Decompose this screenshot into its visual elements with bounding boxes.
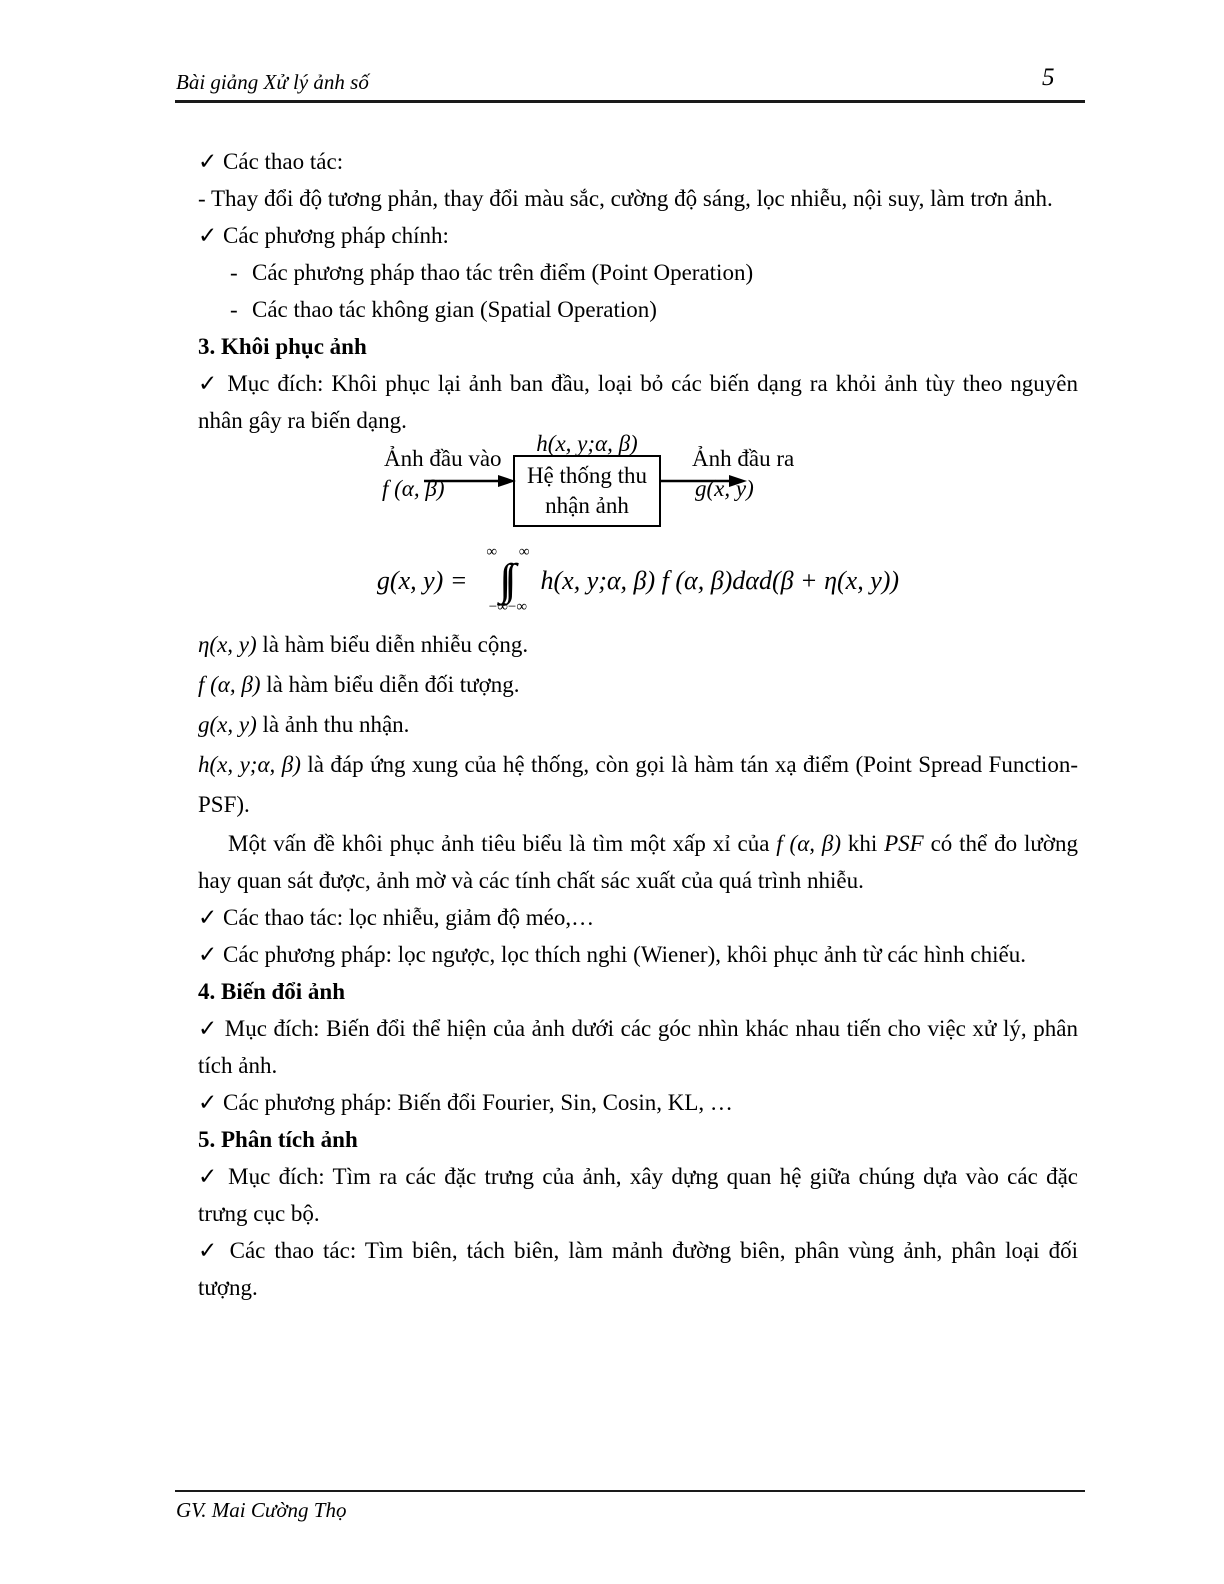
dash-icon: -	[230, 297, 238, 322]
check-icon: ✓	[198, 905, 218, 930]
input-image-math: f (α, β)	[382, 476, 445, 501]
acquisition-system-box	[513, 455, 661, 527]
section-3-purpose-text: Mục đích: Khôi phục lại ảnh ban đầu, loại bỏ các biến dạng ra khỏi ảnh tùy theo nguyên nhân gây ra biến dạng.	[198, 371, 1079, 433]
bullet-point-operation	[198, 254, 1078, 291]
definition-h-math: h(x, y;α, β)	[198, 752, 301, 777]
psf-acronym: PSF	[884, 831, 924, 856]
check-line-methods-label: Các phương pháp chính:	[223, 223, 449, 248]
section-5-operations-text: Các thao tác: Tìm biên, tách biên, làm mảnh đường biên, phân vùng ảnh, phân loại đối tượng.	[198, 1238, 1078, 1300]
check-icon: ✓	[198, 1016, 219, 1041]
check-icon: ✓	[198, 1238, 221, 1263]
definition-h-text: là đáp ứng xung của hệ thống, còn gọi là hàm tán xạ điểm (Point Spread Function- PSF).	[198, 752, 1078, 817]
definition-f	[198, 665, 1078, 705]
formula-rhs: h(x, y;α, β) f (α, β)dαd(β + η(x, y))	[540, 565, 900, 595]
section-3-heading: 3. Khôi phục ảnh	[198, 334, 367, 359]
page-number: 5	[1042, 64, 1055, 91]
check-line-methods	[198, 217, 1078, 254]
check-icon: ✓	[198, 1090, 218, 1115]
paragraph-operations: - Thay đổi độ tương phản, thay đổi màu sắc, cường độ sáng, lọc nhiễu, nội suy, làm trơn ảnh.	[198, 186, 1053, 211]
restoration-formula	[198, 535, 1078, 625]
restore-methods-label: Các phương pháp: lọc ngược, lọc thích nghi (Wiener), khôi phục ảnh từ các hình chiếu.	[223, 942, 1026, 967]
section-4-heading: 4. Biến đổi ảnh	[198, 979, 345, 1004]
input-image-label: Ảnh đầu vào	[384, 446, 502, 471]
integral-upper-limits: ∞ ∞	[486, 544, 539, 560]
definition-g-math: g(x, y)	[198, 712, 257, 737]
input-arrow-icon	[424, 473, 516, 489]
check-icon: ✓	[198, 149, 218, 174]
definition-eta-text: là hàm biểu diễn nhiễu cộng.	[256, 632, 529, 657]
section-5-purpose	[198, 1158, 1078, 1232]
restore-methods-line	[198, 936, 1078, 973]
acquisition-system-box-line1: Hệ thống thu	[526, 463, 648, 488]
section-5-purpose-text: Mục đích: Tìm ra các đặc trưng của ảnh, xây dựng quan hệ giữa chúng dựa vào các đặc trưng cục bộ.	[198, 1164, 1079, 1226]
header-title: Bài giảng Xử lý ảnh số	[176, 70, 369, 94]
formula-lhs: g(x, y) =	[376, 565, 468, 595]
symbol-definitions	[198, 625, 1078, 825]
section-5-operations	[198, 1232, 1078, 1306]
section-4-methods-text: Các phương pháp: Biến đổi Fourier, Sin, Cosin, KL, …	[223, 1090, 733, 1115]
system-diagram	[198, 431, 1078, 535]
check-icon: ✓	[198, 1164, 220, 1189]
footer-author: GV. Mai Cường Thọ	[176, 1498, 347, 1522]
bullet-spatial-operation	[198, 291, 1078, 328]
check-icon: ✓	[198, 371, 220, 396]
definition-g	[198, 705, 1078, 745]
footer-rule	[175, 1490, 1085, 1492]
definition-f-text: là hàm biểu diễn đối tượng.	[260, 672, 520, 697]
output-image-label: Ảnh đầu ra	[692, 446, 795, 471]
section-4-methods	[198, 1084, 1078, 1121]
section-3-purpose	[198, 365, 1078, 439]
section-4-purpose-text: Mục đích: Biến đổi thể hiện của ảnh dưới các góc nhìn khác nhau tiến cho việc xử lý, phân tích ảnh.	[198, 1016, 1078, 1078]
bullet-spatial-operation-label: Các thao tác không gian (Spatial Operation)	[252, 297, 657, 322]
definition-f-math: f (α, β)	[198, 672, 261, 697]
output-image-math: g(x, y)	[695, 476, 754, 501]
psf-paragraph-t3: có thể đo lường hay quan sát được, ảnh mờ và các tính chất sác xuất của quá trình nhiễu.	[198, 831, 1079, 893]
restore-operations-line	[198, 899, 1078, 936]
check-line-operations	[198, 143, 1078, 180]
header-rule	[175, 100, 1085, 103]
impulse-response-label: h(x, y;α, β)	[536, 431, 638, 456]
section-5-heading: 5. Phân tích ảnh	[198, 1127, 358, 1152]
page-content	[198, 143, 1078, 1306]
definition-eta-math: η(x, y)	[198, 632, 257, 657]
check-icon: ✓	[198, 223, 218, 248]
section-4-purpose	[198, 1010, 1078, 1084]
dash-icon: -	[230, 260, 238, 285]
bullet-point-operation-label: Các phương pháp thao tác trên điểm (Point Operation)	[252, 260, 754, 285]
check-icon: ✓	[198, 942, 218, 967]
psf-paragraph-t1: Một vấn đề khôi phục ảnh tiêu biểu là tìm một xấp xỉ của	[228, 831, 777, 856]
check-line-operations-label: Các thao tác:	[223, 149, 344, 174]
definition-h	[198, 745, 1078, 825]
double-integral	[477, 546, 538, 614]
definition-g-text: là ảnh thu nhận.	[256, 712, 410, 737]
integral-lower-limits: −∞−∞	[488, 599, 528, 615]
psf-paragraph-t2: khi	[841, 831, 885, 856]
psf-paragraph	[198, 825, 1078, 899]
definition-eta	[198, 625, 1078, 665]
restore-operations-label: Các thao tác: lọc nhiễu, giảm độ méo,…	[223, 905, 595, 930]
integral-signs: ∫∫	[499, 555, 510, 604]
acquisition-system-box-line2: nhận ảnh	[545, 493, 629, 518]
psf-paragraph-math: f (α, β)	[776, 831, 841, 856]
